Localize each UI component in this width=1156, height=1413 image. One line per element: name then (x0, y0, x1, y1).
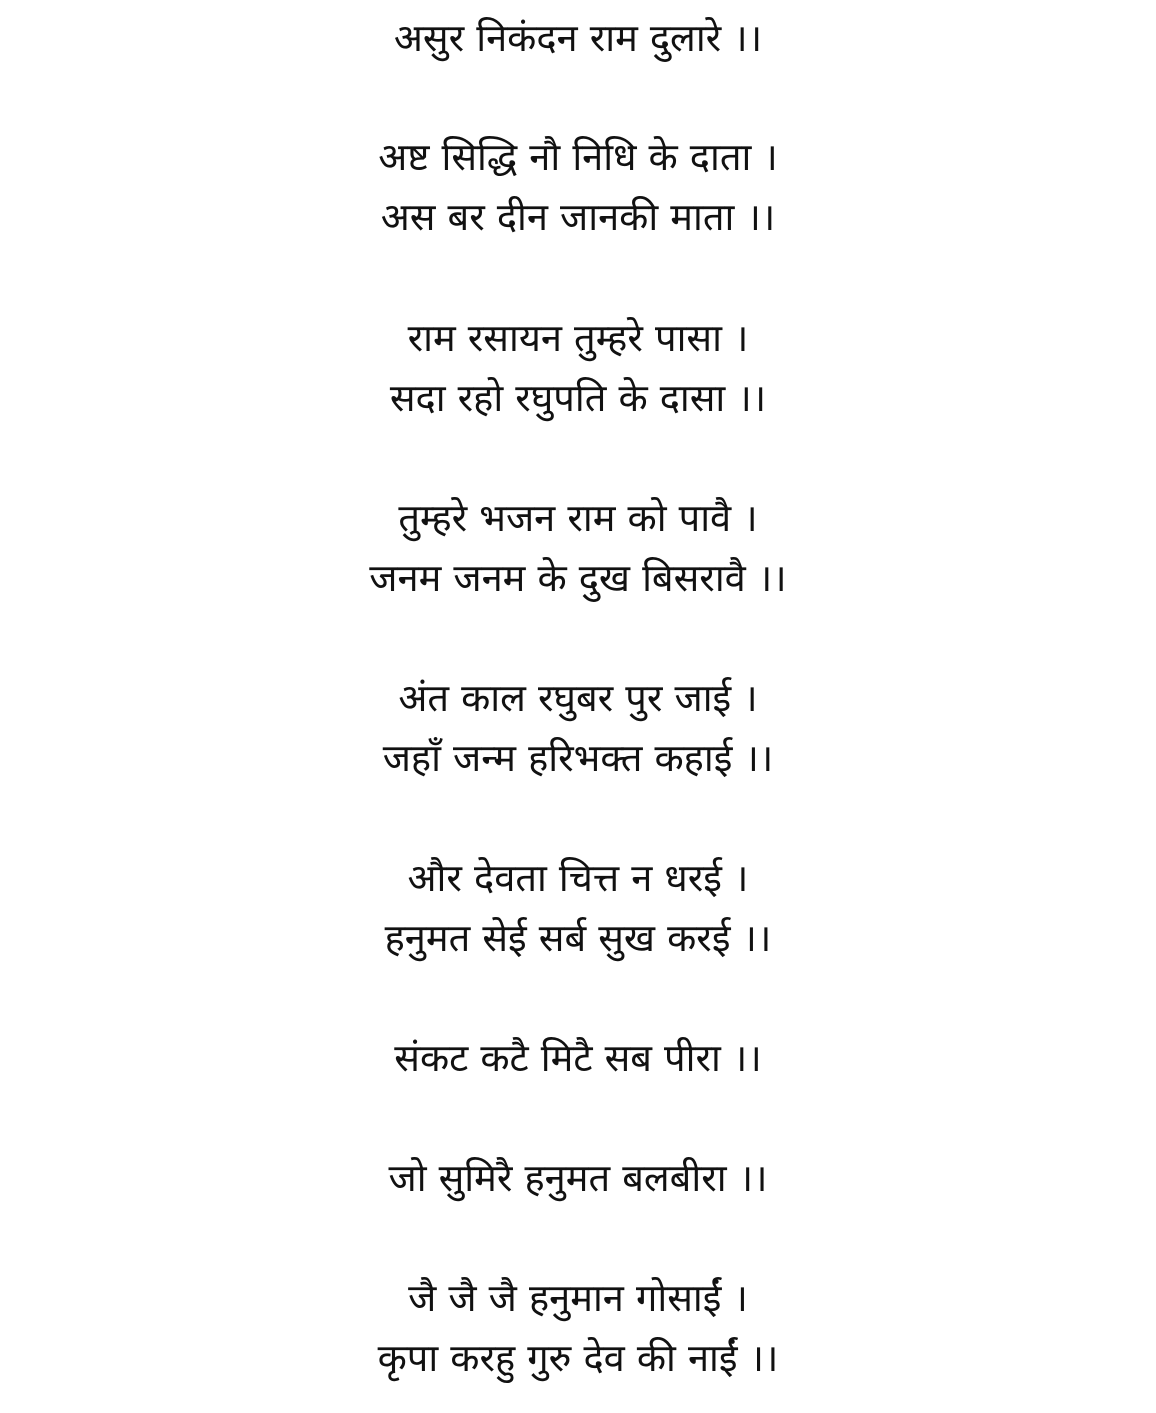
verse-2-line-1: अष्ट सिद्धि नौ निधि के दाता । (378, 135, 778, 179)
verse-9-line-2: कृपा करहु गुरु देव की नाईं ।। (377, 1336, 779, 1380)
verse-8-line-1: जो सुमिरै हनुमत बलबीरा ।। (388, 1156, 768, 1200)
verse-4-line-1: तुम्हरे भजन राम को पावै । (398, 496, 758, 540)
verse-7-line-1: संकट कटै मिटै सब पीरा ।। (394, 1036, 762, 1080)
verse-6-line-1: और देवता चित्त न धरई । (407, 856, 749, 900)
verse-3-line-2: सदा रहो रघुपति के दासा ।। (389, 376, 767, 420)
verse-1-line-1: असुर निकंदन राम दुलारे ।। (393, 16, 763, 60)
verse-2-line-2: अस बर दीन जानकी माता ।। (380, 195, 776, 239)
verse-9-line-1: जै जै जै हनुमान गोसाईं । (408, 1276, 748, 1320)
verse-4-line-2: जनम जनम के दुख बिसरावै ।। (369, 556, 787, 600)
verse-3-line-1: राम रसायन तुम्हरे पासा । (407, 316, 749, 360)
verse-5-line-2: जहाँ जन्म हरिभक्त कहाई ।। (382, 736, 774, 780)
verse-5-line-1: अंत काल रघुबर पुर जाई । (398, 676, 758, 720)
verse-6-line-2: हनुमत सेई सर्ब सुख करई ।। (384, 916, 772, 960)
